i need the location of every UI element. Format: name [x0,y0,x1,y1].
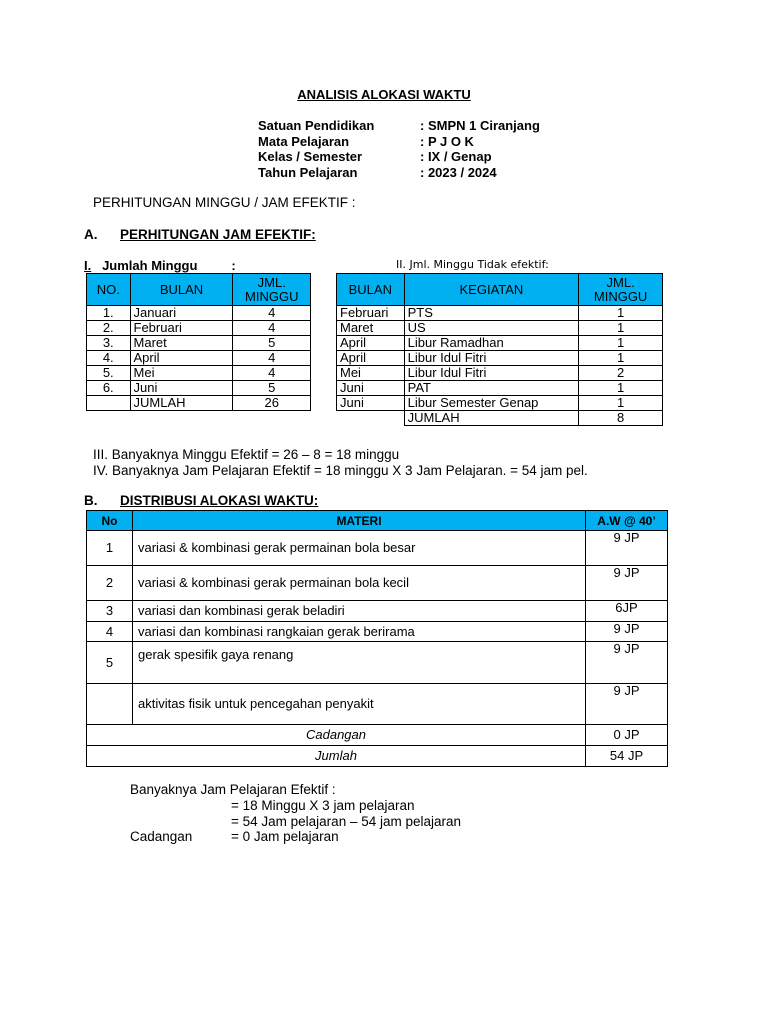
table-row [337,351,663,366]
cell-total-value: 8 [579,411,663,426]
table-jumlah-row [87,746,668,767]
cell-kegiatan: US [404,321,579,336]
cell-jumlah-value: 54 JP [586,746,668,767]
cell-kegiatan: PAT [404,381,579,396]
section-b-heading [84,493,318,508]
cell-no [87,684,133,725]
cell-jml: 2 [579,366,663,381]
table-row [337,366,663,381]
document-title: ANALISIS ALOKASI WAKTU [297,87,471,102]
table-row [337,321,663,336]
jumlah-minggu-text: Jumlah Minggu [102,258,198,273]
cell-materi: aktivitas fisik untuk pencegahan penyakit [133,684,586,725]
table-row [87,642,668,684]
cell-bulan: Februari [337,306,405,321]
cell-bulan: Mei [337,366,405,381]
col-header-bulan: BULAN [337,274,405,306]
col-header-materi: MATERI [133,511,586,531]
cell-empty [337,411,405,426]
cell-no: 3 [87,601,133,622]
cell-bulan: April [337,336,405,351]
cell-kegiatan: Libur Idul Fitri [404,366,579,381]
cell-bulan: April [337,351,405,366]
col-header-bulan: BULAN [130,274,233,306]
meta-value: : IX / Genap [420,149,492,164]
cell-aw: 9 JP [586,531,668,566]
distribusi-table [86,510,668,767]
cell-materi: variasi & kombinasi gerak permainan bola kecil [133,566,586,601]
cell-total-label: JUMLAH [404,411,579,426]
table-total-row [337,411,663,426]
meta-row-kelas [258,149,540,165]
summary-line-jam: = 54 Jam pelajaran – 54 jam pelajaran [231,814,462,829]
table-row [87,622,668,642]
cell-no: 5 [87,642,133,684]
cell-bulan: Maret [130,336,233,351]
cell-jml: 4 [233,366,311,381]
cell-jml: 4 [233,306,311,321]
table-row [337,306,663,321]
table-row [87,321,311,336]
jam-efektif-line: IV. Banyaknya Jam Pelajaran Efektif = 18 minggu X 3 Jam Pelajaran. = 54 jam pel. [93,463,588,478]
cell-bulan: Februari [130,321,233,336]
table-row [87,351,311,366]
tidak-efektif-label: II. Jml. Minggu Tidak efektif: [396,258,549,271]
meta-value: : 2023 / 2024 [420,164,497,180]
table-row [337,381,663,396]
col-header-aw: A.W @ 40’ [586,511,668,531]
table-total-row [87,396,311,411]
cell-jml: 1 [579,321,663,336]
cell-no: 2 [87,566,133,601]
table-header-row [87,511,668,531]
cell-bulan: Januari [130,306,233,321]
table-header-row [337,274,663,306]
jumlah-minggu-label [84,258,236,273]
cell-kegiatan: Libur Idul Fitri [404,351,579,366]
col-header-no: NO. [87,274,131,306]
cell-aw: 9 JP [586,684,668,725]
meta-label: Kelas / Semester [258,149,363,164]
cell-bulan: Juni [337,381,405,396]
summary-line-minggu: = 18 Minggu X 3 jam pelajaran [231,798,415,813]
col-header-jml: JML. MINGGU [233,274,311,306]
cell-aw: 9 JP [586,622,668,642]
section-a-title: PERHITUNGAN JAM EFEKTIF: [120,227,316,242]
cell-jml: 1 [579,351,663,366]
cell-materi: gerak spesifik gaya renang [133,642,586,684]
cell-kegiatan: Libur Ramadhan [404,336,579,351]
table-row [87,684,668,725]
section-a-heading [84,227,316,242]
cell-jml: 1 [579,381,663,396]
cell-aw: 9 JP [586,566,668,601]
table-row [337,396,663,411]
cell-materi: variasi & kombinasi gerak permainan bola besar [133,531,586,566]
cell-cadangan-label: Cadangan [87,725,586,746]
meta-row-mapel [258,134,540,150]
cell-no: 5. [87,366,131,381]
meta-label: Tahun Pelajaran [258,164,358,180]
meta-value: : P J O K [420,133,474,149]
table-cadangan-row [87,725,668,746]
cell-jml: 5 [233,381,311,396]
cell-jml: 5 [233,336,311,351]
table-row [87,566,668,601]
cell-aw: 6JP [586,601,668,622]
cell-total-value: 26 [233,396,311,411]
section-b-number: B. [84,493,98,508]
cell-jml: 1 [579,306,663,321]
minggu-tidak-efektif-table [336,273,663,426]
cell-no: 1. [87,306,131,321]
cell-no: 3. [87,336,131,351]
table-header-row [87,274,311,306]
jumlah-minggu-number: I. [84,258,92,273]
jumlah-minggu-table [86,273,311,411]
perhitungan-heading: PERHITUNGAN MINGGU / JAM EFEKTIF : [93,195,356,210]
cell-jml: 4 [233,321,311,336]
minggu-efektif-line: III. Banyaknya Minggu Efektif = 26 – 8 = 18 minggu [93,447,400,462]
cell-total-label: JUMLAH [130,396,233,411]
summary-cadangan-label: Cadangan [130,829,193,844]
meta-label: Mata Pelajaran [258,133,350,149]
cell-no: 1 [87,531,133,566]
meta-label: Satuan Pendidikan [258,118,375,133]
cell-no: 6. [87,381,131,396]
table-row [87,601,668,622]
section-b-title: DISTRIBUSI ALOKASI WAKTU: [120,493,319,508]
table-row [87,306,311,321]
cell-cadangan-value: 0 JP [586,725,668,746]
cell-jml: 1 [579,336,663,351]
meta-row-satuan [258,118,540,134]
table-row [337,336,663,351]
cell-bulan: April [130,351,233,366]
col-header-no: No [87,511,133,531]
cell-kegiatan: Libur Semester Genap [404,396,579,411]
meta-value: : SMPN 1 Ciranjang [420,118,540,133]
table-row [87,366,311,381]
cell-bulan: Juni [130,381,233,396]
cell-bulan: Juni [337,396,405,411]
cell-no: 4 [87,622,133,642]
table-row [87,531,668,566]
section-a-number: A. [84,227,98,242]
col-header-jml: JML. MINGGU [579,274,663,306]
cell-materi: variasi dan kombinasi rangkaian gerak berirama [133,622,586,642]
cell-jumlah-label: Jumlah [87,746,586,767]
cell-kegiatan: PTS [404,306,579,321]
cell-no: 4. [87,351,131,366]
cell-jml: 4 [233,351,311,366]
jumlah-minggu-colon: : [231,258,236,273]
meta-row-tahun [258,165,540,181]
identity-block [258,118,540,180]
col-header-kegiatan: KEGIATAN [404,274,579,306]
cell-aw: 9 JP [586,642,668,684]
cell-bulan: Maret [337,321,405,336]
cell-materi: variasi dan kombinasi gerak beladiri [133,601,586,622]
table-row [87,381,311,396]
table-row [87,336,311,351]
summary-cadangan-value: = 0 Jam pelajaran [231,829,339,844]
cell-no: 2. [87,321,131,336]
cell-empty [87,396,131,411]
cell-jml: 1 [579,396,663,411]
summary-heading: Banyaknya Jam Pelajaran Efektif : [130,782,336,797]
cell-bulan: Mei [130,366,233,381]
